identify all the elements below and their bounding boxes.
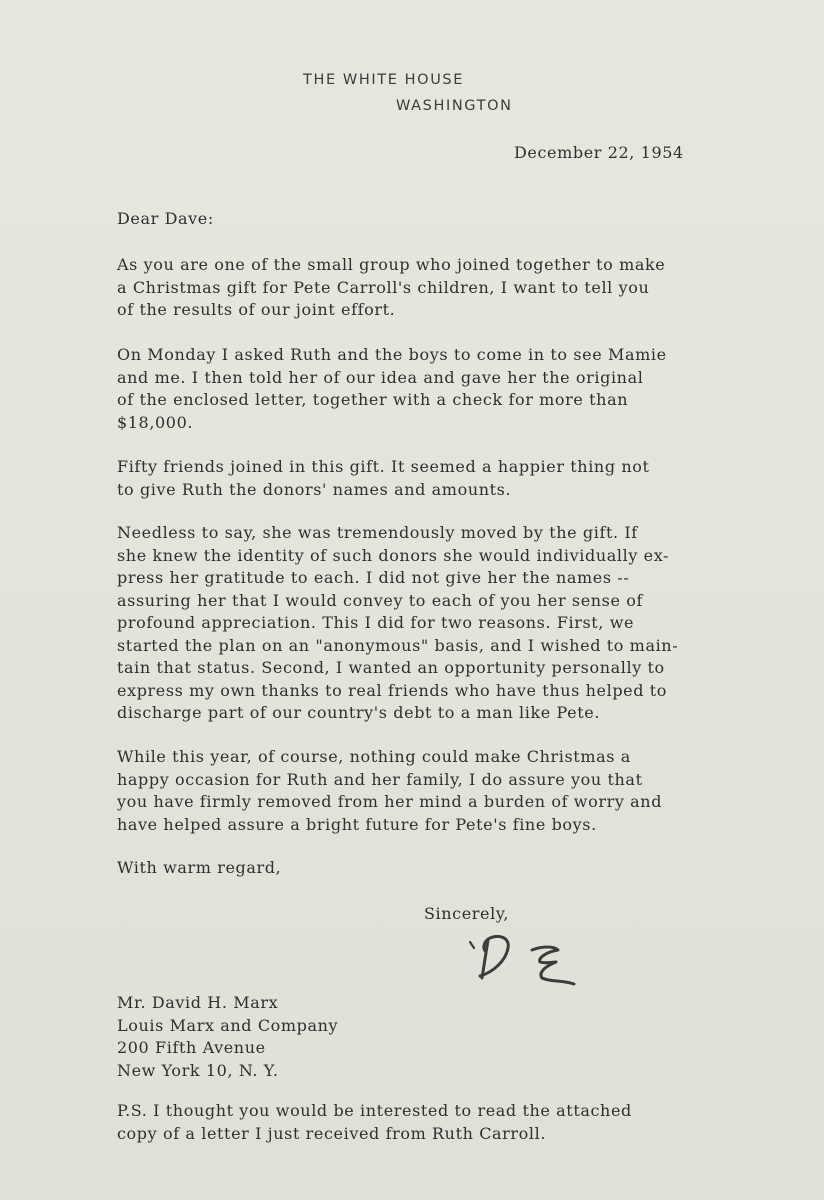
- salutation: Dear Dave:: [117, 209, 214, 228]
- address-line: Mr. David H. Marx: [117, 993, 279, 1012]
- paragraph-2: [117, 344, 757, 434]
- address-line: Louis Marx and Company: [117, 1015, 339, 1035]
- paragraph-line: assuring her that I would convey to each of you her sense of: [117, 590, 643, 610]
- paragraph-line: Fifty friends joined in this gift. It seemed a happier thing not: [117, 457, 650, 476]
- paragraph-line: you have firmly removed from her mind a burden of worry and: [117, 792, 663, 811]
- handwritten-signature: [462, 928, 592, 990]
- paragraph-line: happy occasion for Ruth and her family, I do assure you that: [117, 769, 643, 789]
- paragraph-4: [117, 522, 757, 725]
- paragraph-line: profound appreciation. This I did for two reasons. First, we: [117, 613, 635, 632]
- closing-regard: With warm regard,: [117, 858, 282, 877]
- paragraph-line: she knew the identity of such donors she would individually ex-: [117, 545, 670, 565]
- paragraph-3: [117, 456, 757, 501]
- letterhead-line-1: THE WHITE HOUSE: [303, 72, 464, 88]
- letter-date: December 22, 1954: [514, 143, 684, 162]
- paragraph-line: to give Ruth the donors' names and amounts.: [117, 479, 512, 499]
- paragraph-line: press her gratitude to each. I did not give her the names --: [117, 568, 630, 587]
- paragraph-line: of the enclosed letter, together with a check for more than: [117, 390, 629, 409]
- postscript-line: copy of a letter I just received from Ruth Carroll.: [117, 1123, 547, 1143]
- paragraph-line: tain that status. Second, I wanted an opportunity personally to: [117, 658, 665, 677]
- address-line: 200 Fifth Avenue: [117, 1038, 266, 1057]
- paragraph-line: a Christmas gift for Pete Carroll's children, I want to tell you: [117, 277, 650, 297]
- paragraph-line: of the results of our joint effort.: [117, 300, 396, 319]
- closing-sincerely: Sincerely,: [424, 904, 510, 923]
- paragraph-line: On Monday I asked Ruth and the boys to come in to see Mamie: [117, 345, 667, 364]
- paragraph-5: [117, 746, 757, 836]
- paragraph-line: and me. I then told her of our idea and gave her the original: [117, 367, 644, 387]
- recipient-address: [117, 992, 757, 1082]
- paragraph-line: Needless to say, she was tremendously moved by the gift. If: [117, 523, 638, 542]
- address-line: New York 10, N. Y.: [117, 1060, 279, 1080]
- paragraph-line: have helped assure a bright future for Pete's fine boys.: [117, 814, 597, 834]
- paragraph-line: started the plan on an "anonymous" basis, and I wished to main-: [117, 635, 679, 655]
- paragraph-line: discharge part of our country's debt to a man like Pete.: [117, 703, 601, 722]
- paragraph-line: As you are one of the small group who joined together to make: [117, 255, 666, 274]
- letterhead-line-2: WASHINGTON: [396, 98, 513, 114]
- paragraph-line: $18,000.: [117, 412, 194, 432]
- postscript: [117, 1100, 757, 1145]
- paragraph-line: express my own thanks to real friends who have thus helped to: [117, 680, 668, 700]
- paragraph-1: [117, 254, 757, 322]
- postscript-line: P.S. I thought you would be interested to read the attached: [117, 1101, 632, 1120]
- paragraph-line: While this year, of course, nothing could make Christmas a: [117, 747, 631, 766]
